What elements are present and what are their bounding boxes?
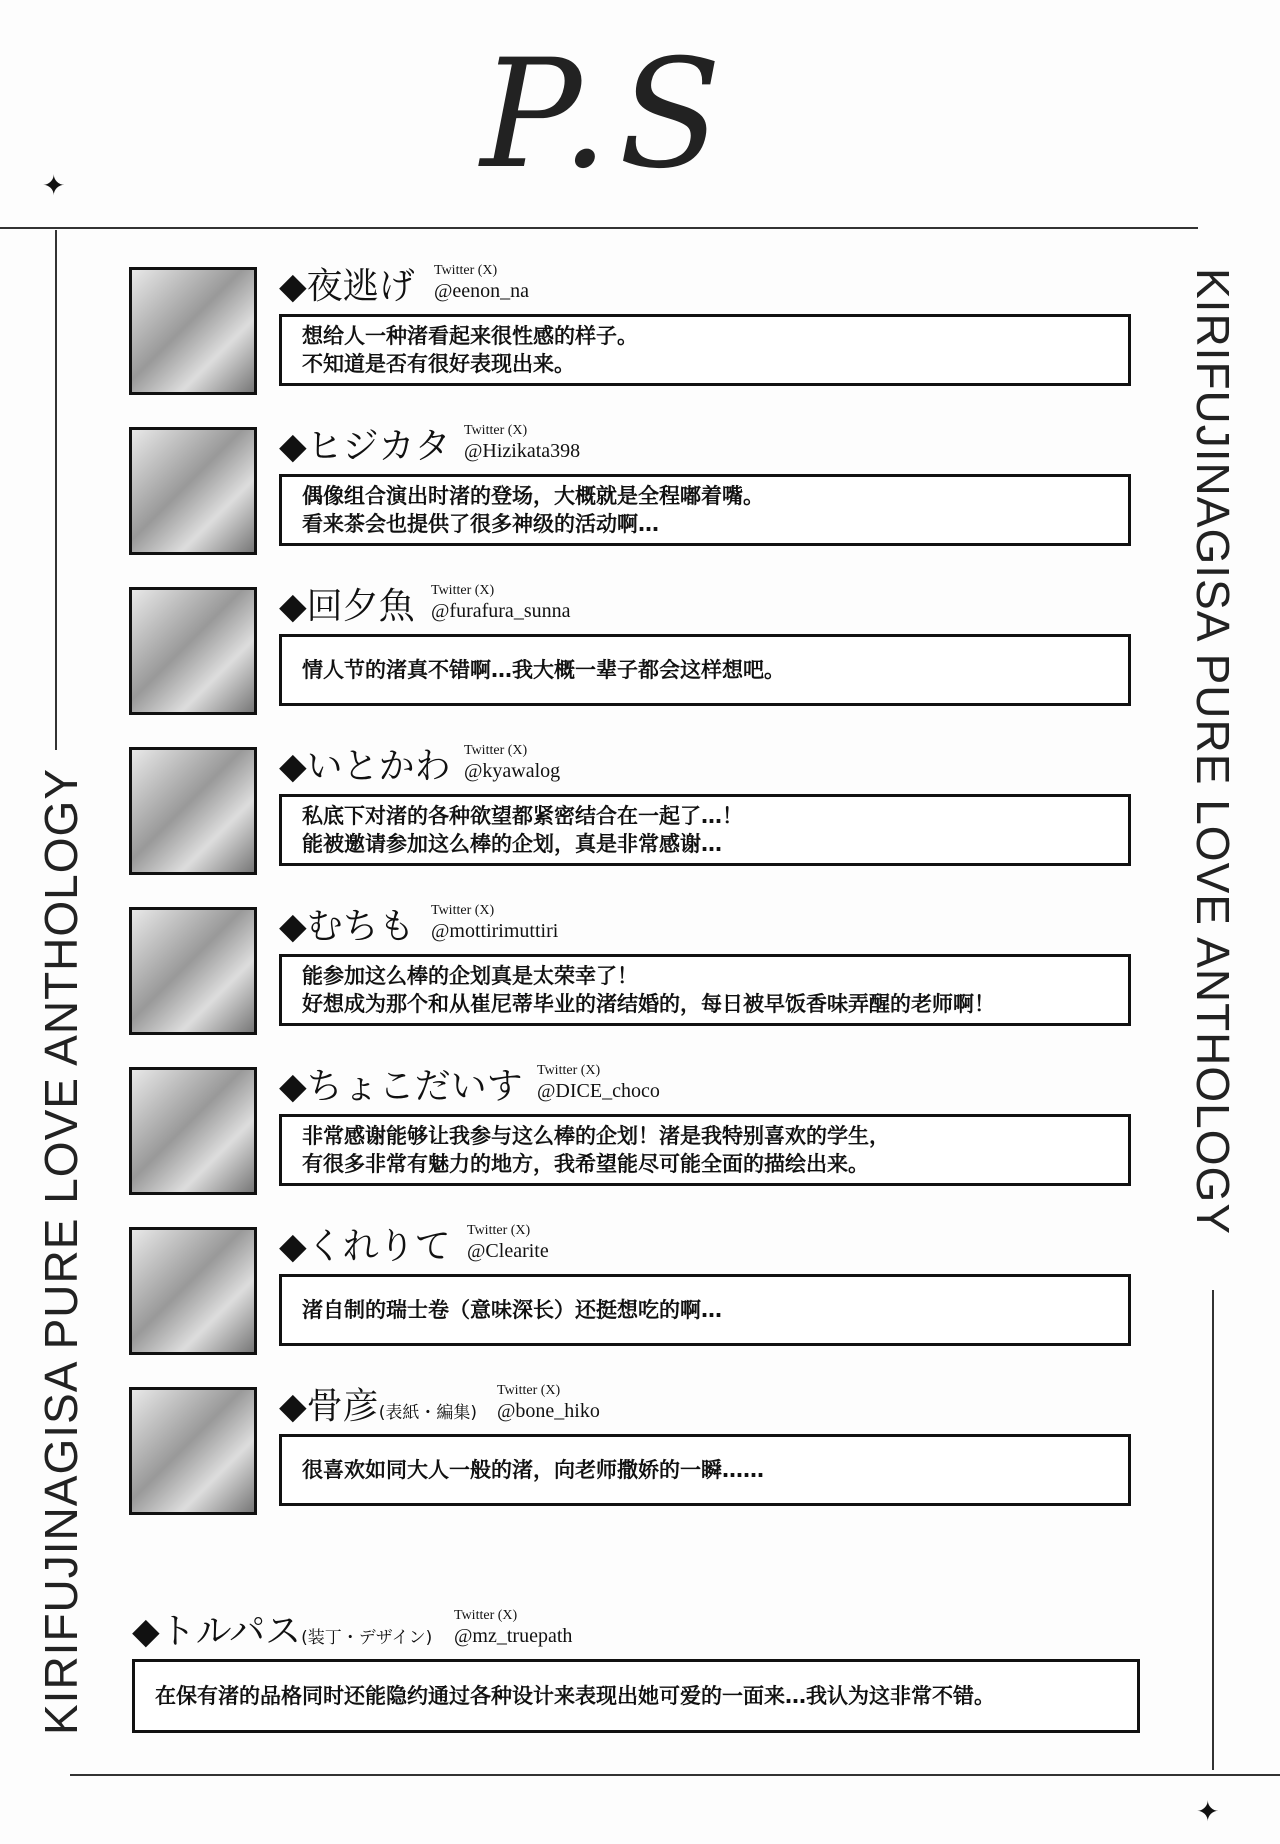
comment-box xyxy=(279,634,1131,706)
top-divider xyxy=(0,227,1198,229)
comment-box xyxy=(279,1434,1131,1506)
contributor-entry xyxy=(129,1383,1141,1517)
sparkle-icon: ✦ xyxy=(1196,1795,1220,1828)
twitter-handle[interactable]: @kyawalog xyxy=(464,760,561,782)
twitter-label: Twitter (X) xyxy=(467,1223,531,1238)
twitter-info xyxy=(431,583,570,623)
twitter-info xyxy=(431,903,558,943)
avatar xyxy=(129,267,257,395)
comment-line: 在保有渚的品格同时还能隐约通过各种设计来表现出她可爱的一面来…我认为这非常不错。 xyxy=(155,1684,995,1708)
contributor-name: ◆むちも xyxy=(279,906,415,947)
comment-line: 私底下对渚的各种欲望都紧密结合在一起了…！ xyxy=(302,804,743,828)
twitter-label: Twitter (X) xyxy=(454,1608,518,1623)
comment-line: 想给人一种渚看起来很性感的样子。 xyxy=(302,324,638,348)
avatar xyxy=(129,1227,257,1355)
contributor-entry xyxy=(129,1063,1141,1197)
sparkle-icon: ✦ xyxy=(42,169,66,202)
comment-line: 渚自制的瑞士卷（意味深长）还挺想吃的啊… xyxy=(302,1298,722,1322)
twitter-handle[interactable]: @DICE_choco xyxy=(537,1080,660,1102)
twitter-info xyxy=(454,1608,572,1648)
comment-box xyxy=(279,314,1131,386)
left-rule xyxy=(55,230,57,750)
twitter-info xyxy=(467,1223,549,1263)
page-title: P.S xyxy=(480,28,732,202)
comment-line: 很喜欢如同大人一般的渚，向老师撒娇的一瞬…… xyxy=(302,1458,764,1482)
contributor-entry xyxy=(129,903,1141,1037)
contributor-name: ◆トルパス(装丁・デザイン) xyxy=(132,1611,433,1652)
avatar xyxy=(129,427,257,555)
contributor-entry xyxy=(129,583,1141,717)
twitter-label: Twitter (X) xyxy=(464,423,528,438)
twitter-label: Twitter (X) xyxy=(434,263,498,278)
avatar xyxy=(129,747,257,875)
comment-line: 能参加这么棒的企划真是太荣幸了！ xyxy=(302,964,638,988)
twitter-handle[interactable]: @mottirimuttiri xyxy=(431,920,559,942)
twitter-label: Twitter (X) xyxy=(464,743,528,758)
bottom-divider xyxy=(70,1774,1280,1776)
twitter-label: Twitter (X) xyxy=(537,1063,601,1078)
comment-line: 不知道是否有很好表现出来。 xyxy=(302,352,575,376)
twitter-handle[interactable]: @Hizikata398 xyxy=(464,440,581,462)
contributor-name: ◆いとかわ xyxy=(279,746,451,787)
comment-box xyxy=(279,1114,1131,1186)
avatar xyxy=(129,587,257,715)
contributor-entry xyxy=(129,1223,1141,1357)
side-text-right: KIRIFUJINAGISA PURE LOVE ANTHOLOGY xyxy=(1187,268,1239,1236)
contributor-entry-final xyxy=(132,1608,1142,1742)
twitter-handle[interactable]: @furafura_sunna xyxy=(431,600,571,622)
comment-line: 非常感谢能够让我参与这么棒的企划！渚是我特别喜欢的学生， xyxy=(302,1124,890,1148)
contributor-name: ◆くれりて xyxy=(279,1226,451,1267)
twitter-handle[interactable]: @eenon_na xyxy=(434,280,530,302)
contributor-name: ◆ちょこだいす xyxy=(279,1066,523,1107)
comment-box xyxy=(279,954,1131,1026)
contributor-entry xyxy=(129,423,1141,557)
comment-box xyxy=(279,794,1131,866)
comment-line: 情人节的渚真不错啊…我大概一辈子都会这样想吧。 xyxy=(302,658,785,682)
comment-line: 偶像组合演出时渚的登场，大概就是全程嘟着嘴。 xyxy=(302,484,764,508)
twitter-label: Twitter (X) xyxy=(431,903,495,918)
twitter-handle[interactable]: @mz_truepath xyxy=(454,1625,573,1647)
comment-line: 好想成为那个和从崔尼蒂毕业的渚结婚的，每日被早饭香味弄醒的老师啊！ xyxy=(302,992,995,1016)
twitter-info xyxy=(464,743,560,783)
twitter-info xyxy=(497,1383,600,1423)
comment-line: 看来茶会也提供了很多神级的活动啊… xyxy=(302,512,659,536)
twitter-handle[interactable]: @bone_hiko xyxy=(497,1400,600,1422)
comment-line: 有很多非常有魅力的地方，我希望能尽可能全面的描绘出来。 xyxy=(302,1152,869,1176)
comment-box xyxy=(279,474,1131,546)
twitter-info xyxy=(537,1063,660,1103)
contributor-entry xyxy=(129,743,1141,877)
avatar xyxy=(129,1067,257,1195)
twitter-handle[interactable]: @Clearite xyxy=(467,1240,549,1262)
avatar xyxy=(129,1387,257,1515)
comment-line: 能被邀请参加这么棒的企划，真是非常感谢… xyxy=(302,832,722,856)
twitter-info xyxy=(434,263,529,303)
comment-box xyxy=(132,1659,1140,1733)
right-rule xyxy=(1212,1290,1214,1770)
avatar xyxy=(129,907,257,1035)
contributor-name: ◆回夕魚 xyxy=(279,586,415,627)
side-text-left: KIRIFUJINAGISA PURE LOVE ANTHOLOGY xyxy=(35,767,87,1735)
comment-box xyxy=(279,1274,1131,1346)
contributor-name: ◆骨彦(表紙・編集) xyxy=(279,1386,477,1427)
contributor-name: ◆夜逃げ xyxy=(279,266,415,307)
twitter-info xyxy=(464,423,580,463)
twitter-label: Twitter (X) xyxy=(497,1383,561,1398)
contributor-entry xyxy=(129,263,1141,397)
contributor-name: ◆ヒジカタ xyxy=(279,426,451,467)
twitter-label: Twitter (X) xyxy=(431,583,495,598)
